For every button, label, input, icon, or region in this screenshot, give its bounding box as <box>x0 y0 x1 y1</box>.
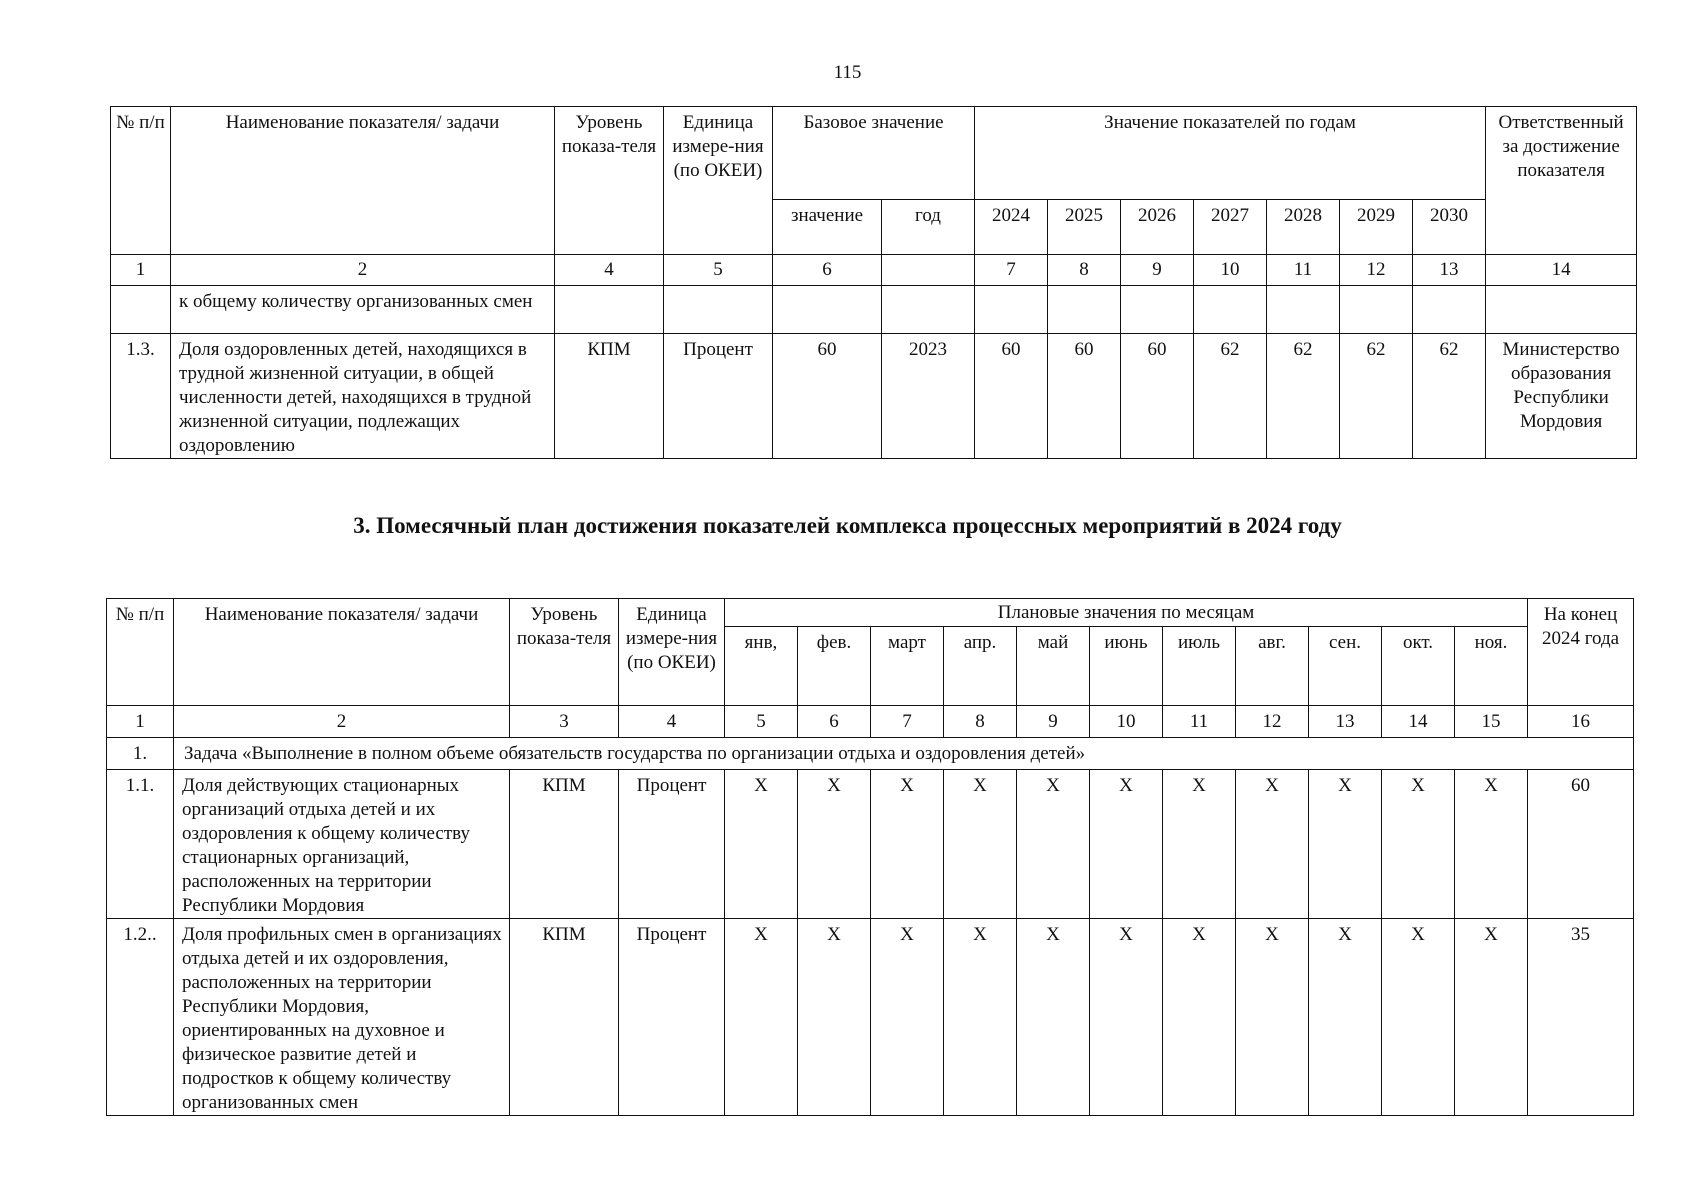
t2-header-unit: Единица измере-ния (по ОКЕИ) <box>619 599 725 706</box>
t1-index-cell: 9 <box>1121 255 1194 286</box>
t2-header-month: май <box>1017 627 1090 706</box>
t1-header-year: 2030 <box>1413 200 1486 255</box>
t1-index-cell: 8 <box>1048 255 1121 286</box>
t1-row-base-year: 2023 <box>882 334 975 459</box>
t2-index-cell: 3 <box>510 706 619 738</box>
t2-row-month-value: X <box>1163 770 1236 919</box>
t2-row-month-value: X <box>1090 919 1163 1116</box>
t2-header-month: сен. <box>1309 627 1382 706</box>
t2-row-month-value: X <box>871 770 944 919</box>
t1-row-year-value: 60 <box>1121 334 1194 459</box>
t2-row-month-value: X <box>798 770 871 919</box>
t2-index-cell: 13 <box>1309 706 1382 738</box>
t2-row-month-value: X <box>798 919 871 1116</box>
t1-index-cell: 1 <box>111 255 171 286</box>
table2-header-row-1 <box>107 599 1634 627</box>
t1-header-unit: Единица измере-ния (по ОКЕИ) <box>664 107 773 255</box>
t2-header-month: янв, <box>725 627 798 706</box>
t2-index-cell: 10 <box>1090 706 1163 738</box>
t1-header-name: Наименование показателя/ задачи <box>171 107 555 255</box>
t1-header-year: 2027 <box>1194 200 1267 255</box>
t1-header-year: 2024 <box>975 200 1048 255</box>
t1-header-base: Базовое значение <box>773 107 975 200</box>
t2-row-level: КПМ <box>510 919 619 1116</box>
t1-index-cell: 7 <box>975 255 1048 286</box>
table1-header-row-1 <box>111 107 1637 200</box>
t2-header-month: март <box>871 627 944 706</box>
t2-index-cell: 6 <box>798 706 871 738</box>
t2-row-month-value: X <box>725 919 798 1116</box>
t1-header-year: 2026 <box>1121 200 1194 255</box>
t2-header-month: июнь <box>1090 627 1163 706</box>
t1-row-name: Доля оздоровленных детей, находящихся в трудной жизненной ситуации, в общей численности детей, находящихся в трудной жизненной ситуации, подлежащих оздоровлению <box>171 334 555 459</box>
t1-index-cell: 6 <box>773 255 882 286</box>
t2-row-month-value: X <box>1017 770 1090 919</box>
table1-row-1-3 <box>111 334 1637 459</box>
t1-header-year: 2025 <box>1048 200 1121 255</box>
t1-row-base-value: 60 <box>773 334 882 459</box>
t2-row-month-value: X <box>1236 770 1309 919</box>
t1-row-unit: Процент <box>664 334 773 459</box>
t2-row-month-value: X <box>1163 919 1236 1116</box>
t2-index-cell: 7 <box>871 706 944 738</box>
table2-task-row <box>107 738 1634 770</box>
t1-index-cell: 12 <box>1340 255 1413 286</box>
t1-row-year-value: 62 <box>1194 334 1267 459</box>
t2-header-planned: Плановые значения по месяцам <box>725 599 1528 627</box>
t2-row-level: КПМ <box>510 770 619 919</box>
t2-row-month-value: X <box>1309 770 1382 919</box>
t2-header-month: фев. <box>798 627 871 706</box>
t2-row-month-value: X <box>1090 770 1163 919</box>
t2-row-month-value: X <box>1382 770 1455 919</box>
t1-index-cell: 2 <box>171 255 555 286</box>
t2-row-name: Доля профильных смен в организациях отдыха детей и их оздоровления, расположенных на территории Республики Мордовия, ориентированных на духовное и физическое развитие детей и подростков к общему количеству организованных смен <box>174 919 510 1116</box>
t2-row-num: 1.2.. <box>107 919 174 1116</box>
t2-index-cell: 12 <box>1236 706 1309 738</box>
t2-index-cell: 4 <box>619 706 725 738</box>
t1-header-year: 2029 <box>1340 200 1413 255</box>
t2-row-unit: Процент <box>619 770 725 919</box>
t2-row-name: Доля действующих стационарных организаций отдыха детей и их оздоровления к общему количеству стационарных организаций, расположенных на территории Республики Мордовия <box>174 770 510 919</box>
t2-row-month-value: X <box>1382 919 1455 1116</box>
t2-index-cell: 5 <box>725 706 798 738</box>
t2-index-cell: 15 <box>1455 706 1528 738</box>
t2-header-month: июль <box>1163 627 1236 706</box>
t1-header-level: Уровень показа-теля <box>555 107 664 255</box>
t1-index-cell: 14 <box>1486 255 1637 286</box>
t1-index-cell: 13 <box>1413 255 1486 286</box>
t2-index-cell: 1 <box>107 706 174 738</box>
monthly-plan-table <box>106 598 1634 1116</box>
t2-index-cell: 8 <box>944 706 1017 738</box>
t1-row-year-value: 62 <box>1340 334 1413 459</box>
t1-continuation-text: к общему количеству организованных смен <box>171 286 555 334</box>
t2-header-name: Наименование показателя/ задачи <box>174 599 510 706</box>
t1-row-level: КПМ <box>555 334 664 459</box>
t2-row-unit: Процент <box>619 919 725 1116</box>
t2-row-month-value: X <box>725 770 798 919</box>
t2-row-month-value: X <box>1455 919 1528 1116</box>
t2-index-cell: 2 <box>174 706 510 738</box>
t1-header-num: № п/п <box>111 107 171 255</box>
table2-index-row <box>107 706 1634 738</box>
t2-header-month: апр. <box>944 627 1017 706</box>
t2-task-text: Задача «Выполнение в полном объеме обязательств государства по организации отдыха и оздоровления детей» <box>174 738 1634 770</box>
t1-row-year-value: 60 <box>1048 334 1121 459</box>
page-number: 115 <box>833 62 862 83</box>
t2-task-num: 1. <box>107 738 174 770</box>
t2-index-cell: 14 <box>1382 706 1455 738</box>
t2-header-month: авг. <box>1236 627 1309 706</box>
t1-index-cell <box>882 255 975 286</box>
t2-row-month-value: X <box>944 919 1017 1116</box>
t2-row-month-value: X <box>944 770 1017 919</box>
t1-row-responsible: Министерство образования Республики Мордовия <box>1486 334 1637 459</box>
t2-row-month-value: X <box>1017 919 1090 1116</box>
t1-row-year-value: 62 <box>1413 334 1486 459</box>
t2-row-month-value: X <box>1309 919 1382 1116</box>
indicators-by-years-table <box>110 106 1637 459</box>
t1-header-year: 2028 <box>1267 200 1340 255</box>
t1-header-base-year: год <box>882 200 975 255</box>
t1-row-num: 1.3. <box>111 334 171 459</box>
t2-row-end-value: 60 <box>1528 770 1634 919</box>
table2-row-1-2 <box>107 919 1634 1116</box>
table2-row-1-1 <box>107 770 1634 919</box>
t2-index-cell: 9 <box>1017 706 1090 738</box>
t1-index-cell: 4 <box>555 255 664 286</box>
t2-row-month-value: X <box>1236 919 1309 1116</box>
t1-header-by-years: Значение показателей по годам <box>975 107 1486 200</box>
t2-header-num: № п/п <box>107 599 174 706</box>
t1-header-responsible: Ответственный за достижение показателя <box>1486 107 1637 255</box>
t2-row-end-value: 35 <box>1528 919 1634 1116</box>
table1-continuation-row <box>111 286 1637 334</box>
t2-header-end: На конец 2024 года <box>1528 599 1634 706</box>
t2-row-num: 1.1. <box>107 770 174 919</box>
t2-index-cell: 11 <box>1163 706 1236 738</box>
t1-index-cell: 5 <box>664 255 773 286</box>
t2-row-month-value: X <box>871 919 944 1116</box>
t1-row-year-value: 62 <box>1267 334 1340 459</box>
t2-header-level: Уровень показа-теля <box>510 599 619 706</box>
t2-header-month: ноя. <box>1455 627 1528 706</box>
t1-index-cell: 11 <box>1267 255 1340 286</box>
t1-index-cell: 10 <box>1194 255 1267 286</box>
section-title: 3. Помесячный план достижения показателей комплекса процессных мероприятий в 2024 году <box>353 513 1342 538</box>
t2-header-month: окт. <box>1382 627 1455 706</box>
t2-row-month-value: X <box>1455 770 1528 919</box>
t1-row-year-value: 60 <box>975 334 1048 459</box>
table1-index-row <box>111 255 1637 286</box>
t1-header-base-value: значение <box>773 200 882 255</box>
t2-index-cell: 16 <box>1528 706 1634 738</box>
